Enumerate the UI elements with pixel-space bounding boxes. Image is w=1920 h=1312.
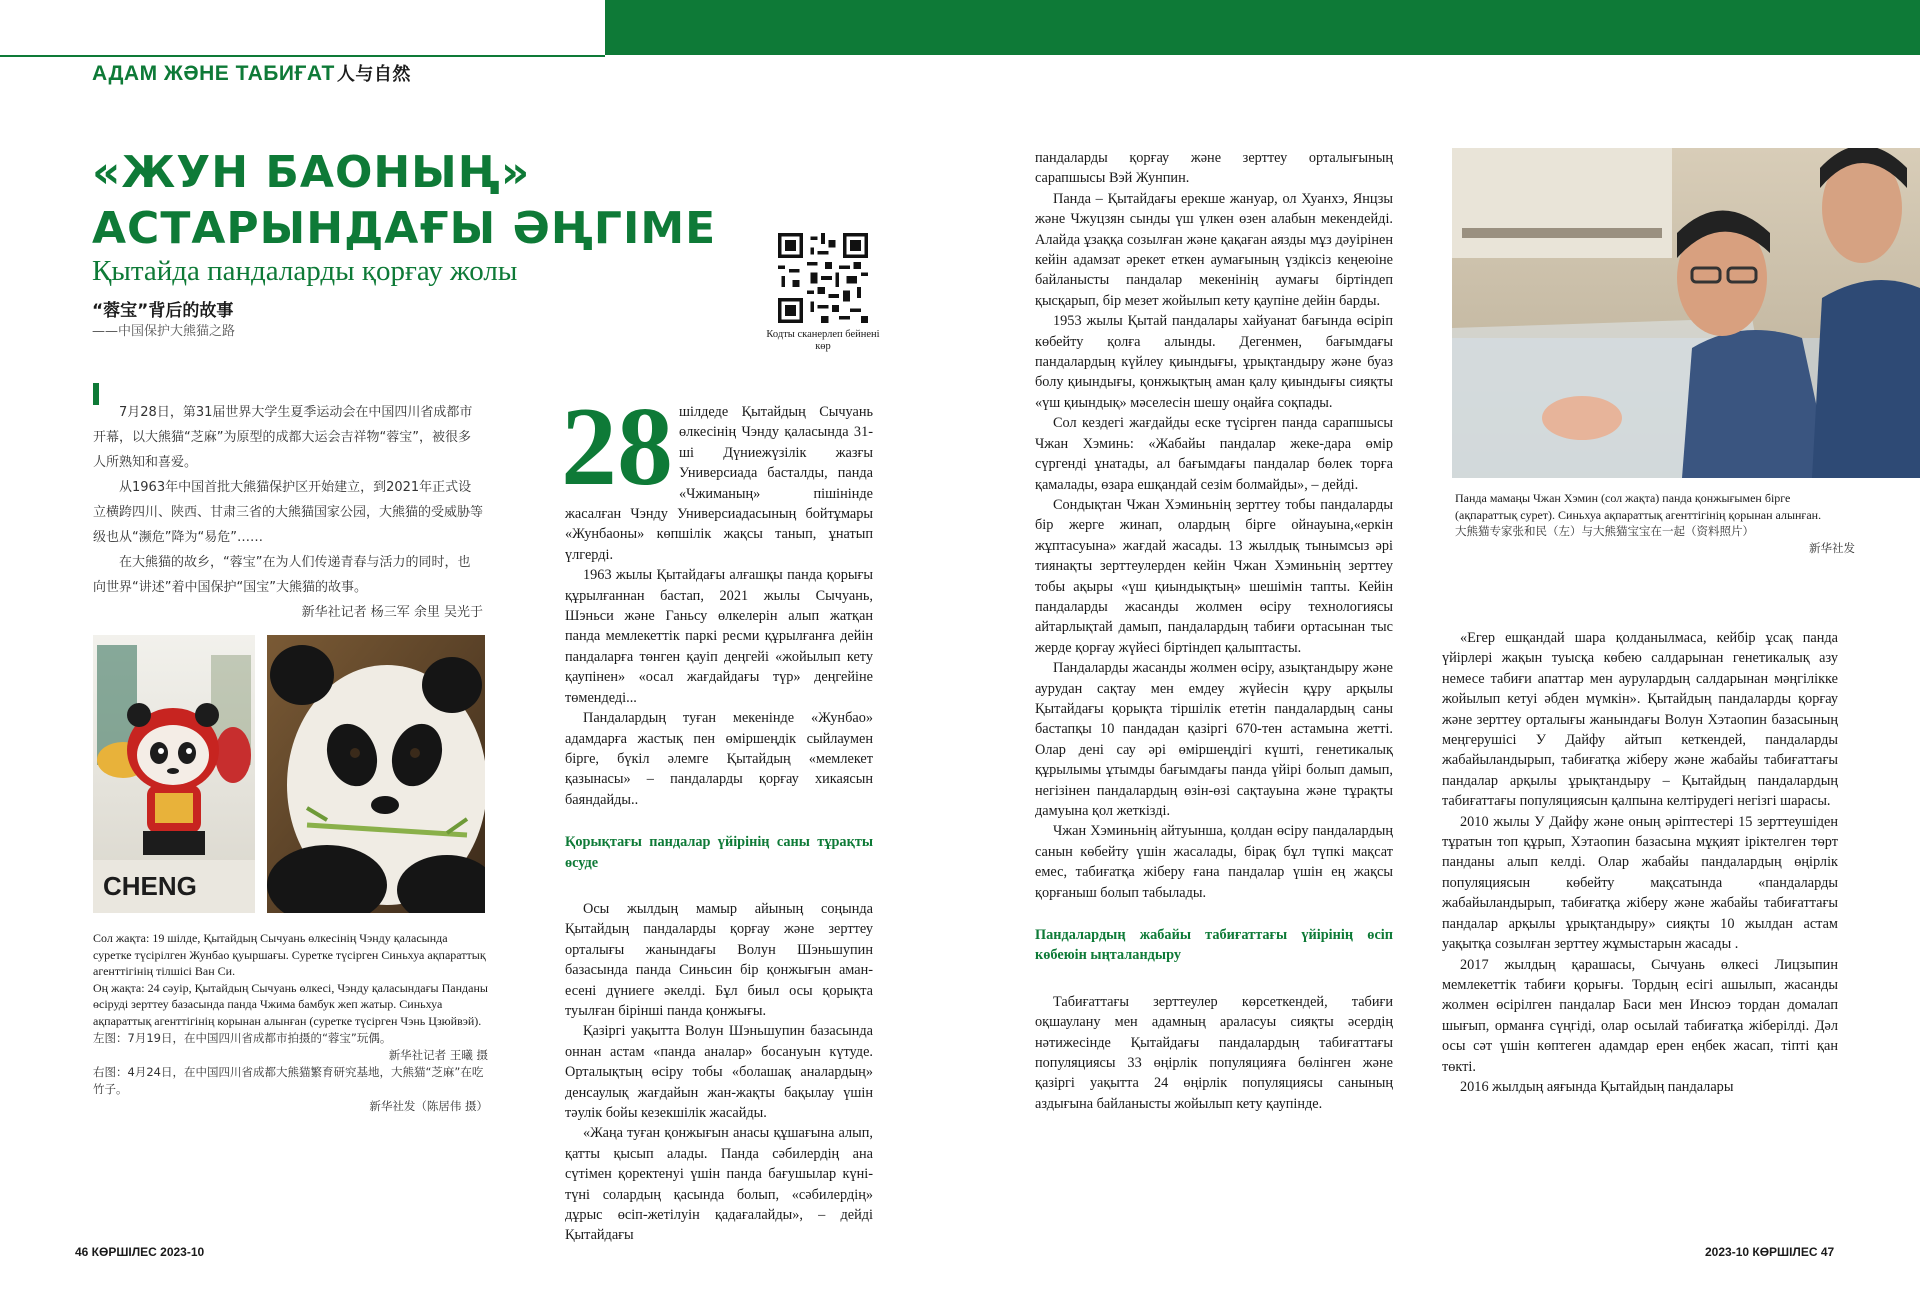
paragraph: 1963 жылы Қытайдағы алғашқы панда қорығы құрылғаннан бастап, 2021 жылы Сычуань, Шэньси және Ганьсу өлкелерін алып жатқан панда мемлекеттік паркі ресми құрылғанға дейін пандаларға төнген қауіп деңгейі «жойылып кету қаупінен» «осал жағдайдағы түр» деңгейіне төмендеді... [565,567,873,706]
chinese-intro [93,400,483,625]
rongbao-doll-photo [93,635,255,913]
chinese-intro-signature: 新华社记者 杨三军 余里 吴光于 [301,605,483,620]
paragraph: Пандаларды жасанды жолмен өсіру, азықтандыру және аурудан сақтау мен емдеу жүйесін құру арқылы Қытайдағы қорықта тіршілік ететін пандалардың саны бастапқы 10 пандадан қазіргі 670-тен астамына жетті. Олар дені сау әрі өміршеңдігі күшті, генетикалық құрылымы ұтымды бағымдағы панда үйірі болып дамып, негізінен пандалардың өзін-өзі сақтауына және тұрақты дамуына қол жеткізді. [1035,660,1393,819]
left-photo-captions [93,930,488,1115]
paragraph: Чжан Хэминьнің айтуынша, қолдан өсіру пандалардың санын көбейту үшін жасалады, бірақ бұл түпкі мақсат емес, табиғатқа жіберу ғана пандалар үшін ең жақсы қорғаныш болып табылады. [1035,823,1393,901]
caption-left-zh: 左图：7月19日，在中国四川省成都市拍摄的“蓉宝”玩偶。 [93,1030,392,1045]
header-green-bar [605,0,1920,55]
paragraph: Табиғаттағы зерттеулер көрсеткендей, табиғи оқшаулану мен адамның араласуы сияқты әсердің нәтижесінде Қытайдағы пандалардың табиғаттағы популяциясы 33 өңірлік популяцияға бөлінген және қазіргі уақытта 24 өңірлік популяциясы санының аздығына байланысты жойылып кету қаупінде. [1035,993,1393,1112]
paragraph: Сол кездегі жағдайды еске түсірген панда сарапшысы Чжан Хэминь: «Жабайы пандалар жеке-дара өмір сүргенді ұнатады, ал бағымдағы пандалар бөлек торға қамалады, өзара ешқандай сезім болмайды», – дейді. [1035,415,1393,493]
section-label [92,60,411,86]
caption-left-kz: Сол жақта: 19 шілде, Қытайдың Сычуань өлкесінің Чэнду қаласында суретке түсірілген Жунбао қуыршағы. Суретке түсірген Синьхуа ақпараттық агенттігінің тілшісі Ван Си. [93,931,486,979]
section-label-zh: 人与自然 [336,64,411,85]
paragraph: Қазіргі уақытта Волун Шэньшупин базасында оннан астам «панда аналар» босануын күтуде. Орталықтың өсіру тобы «болашақ аналардың» денсаулық жағдайын жан-жақты бақылау үшін тәулік бойы кезекшілік жасайды. [565,1023,873,1121]
paragraph: «Егер ешқандай шара қолданылмаса, кейбір ұсақ панда үйірлері жақын туысқа көбею салдарынан генетикалық азу немесе табиғи апаттар мен аурулардың салдарынан мәңгілікке жойылып кетуі әбден мүмкін». Қытайдың пандаларды қорғау және зерттеу орталығы жанындағы Волун Хэтаопин базасының меңгерушісі У Дайфу айтып кеткендей, пандаларды жабайыландырып, табиғатқа жіберу және жабайы табиғаттағы пандалар арқылы ұрықтандыру – Қытайдың пандалардың табиғаттағы популяциясын қалпына келтірудегі негізгі шарасы. [1442,630,1838,810]
paragraph: Панда – Қытайдағы ерекше жануар, ол Хуанхэ, Янцзы және Чжуцзян сынды үш үлкен өзен алабын мекендейді. Алайда ұзаққа созылған және қақаған аязды мұз дәуірінен кейін адамзат әрекет еткен аумағының үздіксіз кеңеюіне байланысты пандалар мекенінің аумағы біртіндеп қысқарып, бір мезет жойылып кету қаупіне дейін барды. [1035,190,1393,309]
paragraph: 2010 жылы У Дайфу және оның әріптестері 15 зерттеушіден тұратын топ құрып, Хэтаопин базасына мұқият іріктелген төрт панданы алып келді. Олар жабайы пандалардың өңірлік популяциясын көбейту мақсатында «пандаларды жабайыландырып, табиғатқа жіберу және жабайы табиғаттағы пандалар арқылы ұрықтандыру» сияқты 10 жылдан астам уақытқа созылған зерттеу жұмыстарын жасады . [1442,813,1838,953]
chinese-subtitle: ——中国保护大熊猫之路 [92,324,236,339]
paragraph: 2017 жылдың қарашасы, Сычуань өлкесі Лицзыпин мемлекеттік табиғи қорығы. Тордың есігі ашылып, жасанды жолмен өсірілген пандалар Баси мен Инсюэ тордан домалап шығып, орманға сүңгіді, олар осылай табиғатқа жіберілді. Дәл осы сәт үшін көптеген адамдар ерен еңбек жасап, тіпті қан төкті. [1442,956,1838,1075]
caption-right-kz: Оң жақта: 24 сәуір, Қытайдың Сычуань өлкесі, Чэнду қаласындағы Панданы өсіруді зерттеу базасында панда Чжима бамбук жеп жатыр. Синьхуа ақпараттық агенттігінің корынан алынған (суретке түсірген Чэнь Цзюйвэй). [93,980,488,1028]
caption-kz: Панда мамаңы Чжан Хэмин (сол жақта) панда қонжығымен бірге (ақпараттық сурет). Синьхуа ақпараттық агенттігінің қорынан алынған. [1455,491,1822,522]
paragraph: 2016 жылдың аяғында Қытайдың пандалары [1460,1078,1734,1095]
paragraph: «Жаңа туған қонжығын анасы құшағына алып, қатты қысып алады. Панда сәбилердің ана сүтімен қоректенуі үшін панда бағушылар күні-түні солардың қасында болып, «сәбилердің» дұрыс өсіп-жетілуін қадағалайды», – дейді Қытайдағы [565,1125,873,1244]
caption-left-zh-credit: 新华社记者 王曦 摄 [388,1047,488,1062]
paragraph: Пандалардың туған мекенінде «Жунбао» адамдарға жастық пен өміршеңдік сыйлаумен бірге, бүкіл әлемге Қытайдың «мемлекет қазынасы» – пандаларды қорғау хикаясын баяндайды.. [565,710,873,808]
drop-cap: 28 [561,385,673,509]
caption-right-zh-credit: 新华社发（陈居伟 摄） [369,1098,488,1113]
paragraph: шілдеде Қытайдың Сычуань өлкесінің Чэнду қаласында 31-ші Дүниежүзілік жазғы Универсиада басталды, панда «Чжиманың» пішінінде жасалған Чэнду Универсиадасының бойтұмары «Жунбаоны» көпшілік жақсы танып, ұнатып үлгерді. [565,404,873,563]
paragraph: 1953 жылы Қытай пандалары хайуанат бағында өсіріп көбейту қолға алынды. Дегенмен, бағымдағы пандалардың күйлеу қиындығы, ұрықтандыру және буаз болу қиындығы, қонжықтың аман қалу қиындығы сияқты «үш қиындық» мәселесін шешу оңайға соқпады. [1035,313,1393,411]
qr-caption: Кодты сканерлеп бейнені көр [766,329,880,352]
page-number-right: 2023-10 КӨРШІЛЕС 47 [1705,1245,1835,1259]
page-number-left: 46 КӨРШІЛЕС 2023-10 [75,1245,205,1259]
caption-zh: 大熊猫专家张和民（左）与大熊猫宝宝在一起（资料照片） [1455,524,1754,538]
panda-eating-bamboo-photo [267,635,485,913]
caption-zh-credit: 新华社发 [1809,541,1855,555]
article-column-2 [1035,148,1393,1114]
paragraph: пандаларды қорғау және зерттеу орталығының сарапшысы Вэй Жунпин. [1035,150,1393,187]
header-rule [0,55,605,57]
article-subtitle: Қытайда пандаларды қорғау жолы [92,255,518,287]
section-heading: Қорықтағы пандалар үйірінің саны тұрақты өсуде [565,834,873,871]
article-title: «ЖУН БАОНЫҢ» АСТАРЫНДАҒЫ ӘҢГІМЕ [92,147,717,254]
article-column-3 [1442,628,1838,1097]
chinese-intro-paragraph: 从1963年中国首批大熊猫保护区开始建立，到2021年正式设立横跨四川、陕西、甘肃三省的大熊猫国家公园，大熊猫的受威胁等级也从“濒危”降为“易危”…… [93,480,484,545]
right-photo-caption [1455,490,1855,557]
article-column-1 [561,385,873,1246]
panda-expert-photo [1452,148,1920,478]
paragraph: Осы жылдың мамыр айының соңында Қытайдың пандаларды қорғау және зерттеу орталығы жанындағы Волун Шэньшупин базасында панда Синьсин бір қонжығын аман-есені дүниеге әкелді. Бұл биыл осы қорықта туылған бірінші панда қонжығы. [565,900,873,1019]
qr-code-icon[interactable] [778,233,868,323]
section-heading: Пандалардың жабайы табиғаттағы үйірінің өсіп көбеюін ыңталандыру [1035,927,1393,964]
section-label-kz: АДАМ ЖӘНЕ ТАБИҒАТ [92,62,335,85]
chinese-intro-paragraph: 7月28日，第31届世界大学生夏季运动会在中国四川省成都市开幕，以大熊猫“芝麻”为原型的成都大运会吉祥物“蓉宝”，被很多人所熟知和喜爱。 [93,405,473,470]
svg-text:CHENG: CHENG [103,871,197,901]
chinese-intro-paragraph: 在大熊猫的故乡，“蓉宝”在为人们传递青春与活力的同时，也向世界“讲述”着中国保护“国宝”大熊猫的故事。 [93,555,471,595]
chinese-title: “蓉宝”背后的故事 [92,301,234,321]
paragraph: Сондықтан Чжан Хэминьнің зерттеу тобы пандаларды бір жерге жинап, олардың бірге ойнауына,«еркін жұптасуына» жағдай жасады. 13 жылдық тынымсыз әрі тиянақты зерттеулерден кейін Чжан Хэминьнің зерттеу тобы ақыры «үш қиындықтың» шешімін тапты. Кейін пандаларды жасанды жолмен өсіру технологиясы айтарлықтай дамып, пандалардың табиғи ортасынан тыс жерде қорғау жүйесі біртіндеп қалыптасты. [1035,496,1393,656]
caption-right-zh: 右图：4月24日，在中国四川省成都大熊猫繁育研究基地，大熊猫“芝麻”在吃竹子。 [93,1064,484,1096]
